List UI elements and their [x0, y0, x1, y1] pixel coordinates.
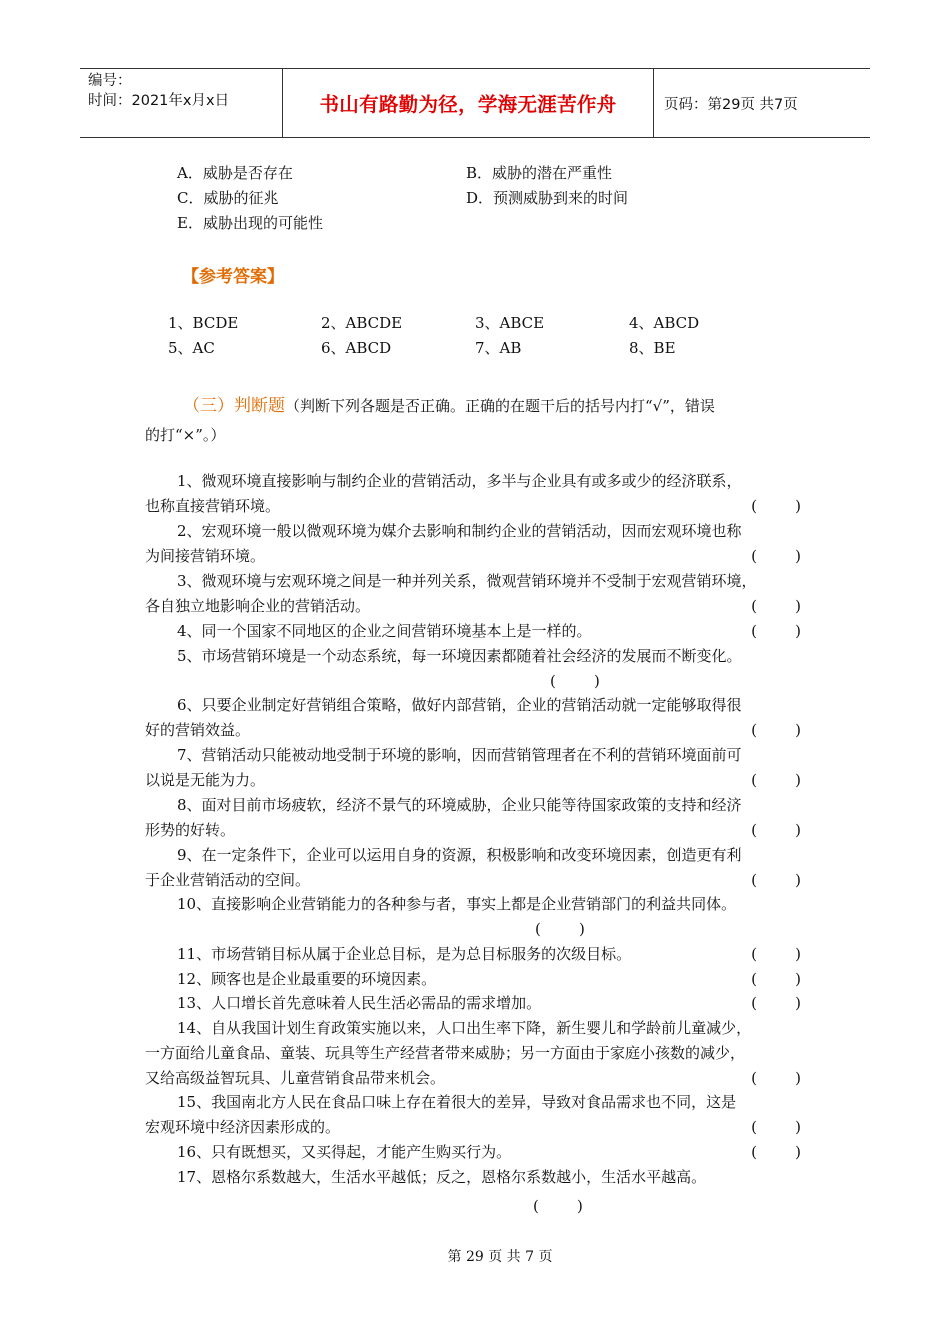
answer-parentheses[interactable]: ( ) — [751, 871, 801, 889]
question-14 — [145, 1016, 815, 1091]
answer-1: 1、BCDE — [168, 314, 239, 332]
question-text: 13、人口增长首先意味着人民生活必需品的需求增加。 — [177, 994, 542, 1012]
answer-parentheses[interactable]: ( ) — [751, 945, 801, 963]
reference-heading: 【参考答案】 — [182, 267, 284, 287]
question-text-cont: 宏观环境中经济因素形成的。 — [145, 1118, 341, 1136]
question-text-cont: 一方面给儿童食品、童装、玩具等生产经营者带来威胁；另一方面由于家庭小孩数的减少， — [145, 1044, 746, 1062]
option-e: E．威胁出现的可能性 — [177, 214, 323, 232]
section-instruction: （判断下列各题是否正确。正确的在题干后的括号内打“√”，错误 — [285, 397, 715, 415]
answer-parentheses[interactable]: ( ) — [751, 1118, 801, 1136]
answer-parentheses[interactable]: ( ) — [751, 597, 801, 615]
answer-parentheses[interactable]: ( ) — [751, 771, 801, 789]
answer-2: 2、ABCDE — [321, 314, 403, 332]
question-text: 2、宏观环境一般以微观环境为媒介去影响和制约企业的营销活动，因而宏观环境也称 — [177, 522, 742, 540]
question-text: 14、自从我国计划生育政策实施以来，人口出生率下降，新生婴儿和学龄前儿童减少， — [177, 1019, 752, 1037]
option-b: B．威胁的潜在严重性 — [466, 164, 613, 182]
answer-parentheses[interactable]: ( ) — [751, 994, 801, 1012]
date-label: 时间：2021年x月x日 — [88, 93, 230, 109]
question-9 — [145, 843, 815, 893]
section-title: （三）判断题 — [183, 396, 285, 416]
question-text: 16、只有既想买，又买得起，才能产生购买行为。 — [177, 1143, 512, 1161]
question-text: 17、恩格尔系数越大，生活水平越低；反之，恩格尔系数越小，生活水平越高。 — [177, 1168, 707, 1186]
option-c: C．威胁的征兆 — [177, 189, 279, 207]
answer-6: 6、ABCD — [321, 339, 392, 357]
answer-8: 8、BE — [629, 339, 676, 357]
page-footer: 第 29 页 共 7 页 — [447, 1249, 553, 1265]
answer-5: 5、AC — [168, 339, 215, 357]
page-info: 页码：第29页 共7页 — [664, 96, 798, 113]
answer-parentheses[interactable]: ( ) — [533, 1197, 583, 1215]
question-text: 7、营销活动只能被动地受制于环境的影响，因而营销管理者在不利的营销环境面前可 — [177, 746, 742, 764]
question-17 — [145, 1165, 815, 1219]
answer-parentheses[interactable]: ( ) — [751, 821, 801, 839]
question-text: 5、市场营销环境是一个动态系统，每一环境因素都随着社会经济的发展而不断变化。 — [177, 647, 742, 665]
question-2 — [145, 519, 815, 569]
question-text: 10、直接影响企业营销能力的各种参与者，事实上都是企业营销部门的利益共同体。 — [177, 895, 737, 913]
question-text-cont: 又给高级益智玩具、儿童营销食品带来机会。 — [145, 1069, 446, 1087]
question-1 — [145, 469, 815, 519]
answer-parentheses[interactable]: ( ) — [751, 1143, 801, 1161]
question-text: 6、只要企业制定好营销组合策略，做好内部营销，企业的营销活动就一定能够取得很 — [177, 696, 742, 714]
section-heading — [183, 391, 715, 416]
answer-parentheses[interactable]: ( ) — [751, 721, 801, 739]
question-text: 3、微观环境与宏观环境之间是一种并列关系，微观营销环境并不受制于宏观营销环境， — [177, 572, 757, 590]
number-label: 编号： — [88, 73, 132, 89]
question-4 — [145, 619, 815, 644]
answer-7: 7、AB — [475, 339, 522, 357]
question-text: 1、微观环境直接影响与制约企业的营销活动，多半与企业具有或多或少的经济联系， — [177, 472, 742, 490]
question-5 — [145, 644, 815, 694]
page-header — [80, 68, 870, 138]
question-text: 15、我国南北方人民在食品口味上存在着很大的差异，导致对食品需求也不同，这是 — [177, 1093, 737, 1111]
option-a: A．威胁是否存在 — [177, 164, 293, 182]
question-13 — [145, 991, 815, 1016]
question-text: 9、在一定条件下，企业可以运用自身的资源，积极影响和改变环境因素，创造更有利 — [177, 846, 742, 864]
answer-3: 3、ABCE — [475, 314, 545, 332]
question-text-cont: 好的营销效益。 — [145, 721, 251, 739]
question-text: 8、面对目前市场疲软，经济不景气的环境威胁，企业只能等待国家政策的支持和经济 — [177, 796, 742, 814]
question-text: 12、顾客也是企业最重要的环境因素。 — [177, 970, 437, 988]
answer-parentheses[interactable]: ( ) — [751, 497, 801, 515]
answer-parentheses[interactable]: ( ) — [751, 622, 801, 640]
answer-parentheses[interactable]: ( ) — [751, 1069, 801, 1087]
header-right — [654, 69, 870, 137]
section-instruction-cont: 的打“×”。） — [145, 426, 226, 444]
question-text-cont: 以说是无能为力。 — [145, 771, 266, 789]
question-text-cont: 各自独立地影响企业的营销活动。 — [145, 597, 371, 615]
question-text-cont: 于企业营销活动的空间。 — [145, 871, 311, 889]
question-text-cont: 也称直接营销环境。 — [145, 497, 281, 515]
question-15 — [145, 1090, 815, 1140]
option-d: D．预测威胁到来的时间 — [466, 189, 629, 207]
answer-parentheses[interactable]: ( ) — [535, 920, 585, 938]
question-10 — [145, 892, 815, 942]
question-8 — [145, 793, 815, 843]
header-left — [80, 69, 282, 137]
answer-parentheses[interactable]: ( ) — [550, 672, 600, 690]
answer-4: 4、ABCD — [629, 314, 700, 332]
question-3 — [145, 569, 815, 619]
question-text-cont: 为间接营销环境。 — [145, 547, 266, 565]
question-11 — [145, 942, 815, 967]
question-text: 4、同一个国家不同地区的企业之间营销环境基本上是一样的。 — [177, 622, 592, 640]
question-7 — [145, 743, 815, 793]
question-6 — [145, 693, 815, 743]
answer-parentheses[interactable]: ( ) — [751, 547, 801, 565]
question-text: 11、市场营销目标从属于企业总目标，是为总目标服务的次级目标。 — [177, 945, 632, 963]
answer-parentheses[interactable]: ( ) — [751, 970, 801, 988]
header-middle — [282, 69, 654, 137]
question-16 — [145, 1140, 815, 1165]
question-12 — [145, 967, 815, 992]
question-text-cont: 形势的好转。 — [145, 821, 236, 839]
motto: 书山有路勤为径，学海无涯苦作舟 — [319, 93, 617, 116]
